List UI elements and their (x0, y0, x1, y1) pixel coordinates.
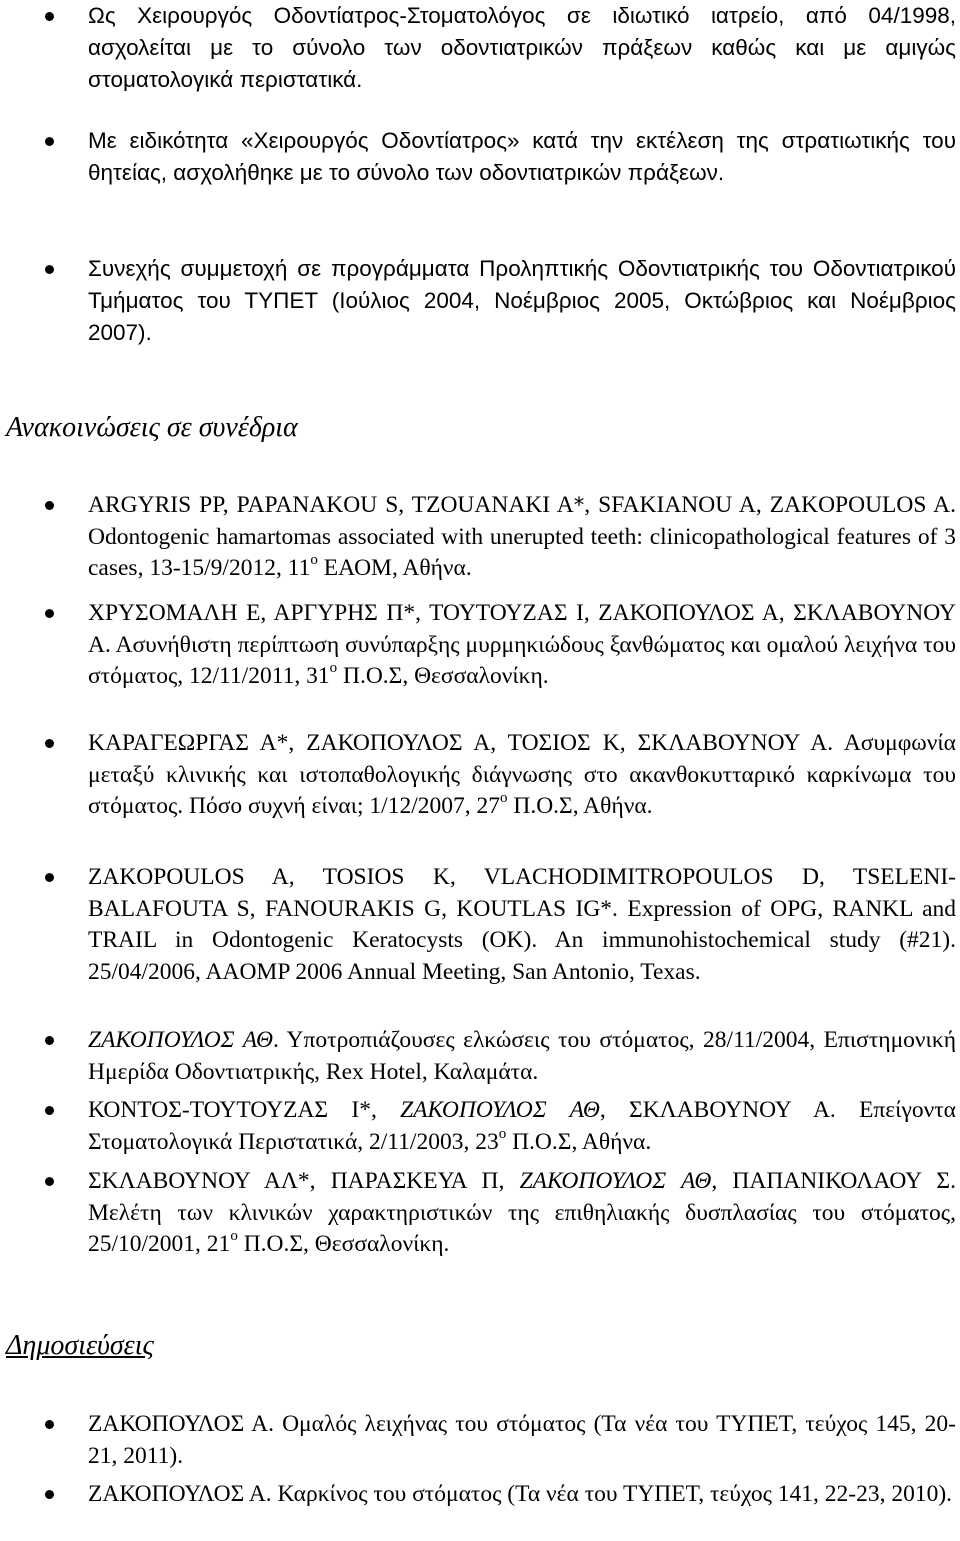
list-item (88, 728, 956, 823)
item-text: ARGYRIS PP, PAPANAKOU S, TZOUANAKI A (88, 492, 574, 518)
list-item (88, 490, 956, 585)
asterisk: * (573, 493, 585, 517)
item-text: , ΠΑΠΑΝΙΚΟΛΑΟΥ Σ. Μελέτη των κλινικών χαρακτηριστικών της επιθηλιακής δυσπλασίας του στόματος, 25/10/2001, 21 (88, 1168, 956, 1257)
item-text: Π.Ο.Σ, Αθήνα. (507, 793, 653, 819)
section-heading-publications: Δημοσιεύσεις (6, 1330, 154, 1361)
list-item: ZAKOPOULOS A, TOSIOS K, VLACHODIMITROPOULOS D, TSELENI-BALAFOUTA S, FANOURAKIS G, KOUTLAS IG*. Expression of OPG, RANKL and TRAIL in Odontogenic Keratocysts (OK). An immunohistochemical study (#21). 25/04/2006, AAOMP 2006 Annual Meeting, San Antonio, Texas. (88, 862, 956, 988)
item-text: , ΣΚΛΑΒΟΥΝΟΥ Α. Επείγοντα Στοματολογικά Περιστατικά, 2/11/2003, 23 (88, 1097, 956, 1155)
author-name: ΖΑΚΟΠΟΥΛΟΣ ΑΘ (519, 1168, 712, 1194)
list-item: Συνεχής συμμετοχή σε προγράμματα Προληπτικής Οδοντιατρικής του Οδοντιατρικού Τμήματος του ΤΥΠΕΤ (Ιούλιος 2004, Νοέμβριος 2005, Οκτώβριος και Νοέμβριος 2007). (88, 253, 956, 349)
ordinal: ο (310, 552, 318, 569)
item-text: , SFAKIANOU A, ZAKOPOULOS A. Odontogenic hamartomas associated with unerupted teeth: clinicopathological features of 3 cases, 13-15/9/2012, 11 (88, 492, 956, 581)
list-item (88, 1025, 956, 1088)
ordinal: ο (498, 1125, 507, 1142)
item-text: . Υποτροπιάζουσες ελκώσεις του στόματος, 28/11/2004, Επιστημονική Ημερίδα Οδοντιατρικής, Rex Hotel, Καλαμάτα. (88, 1027, 956, 1085)
item-text: ΣΚΛΑΒΟΥΝΟΥ ΑΛ*, ΠΑΡΑΣΚΕΥΑ Π, (88, 1168, 520, 1194)
list-item (88, 1166, 956, 1261)
item-text: ΕΑΟΜ, Αθήνα. (317, 555, 472, 581)
list-item (88, 598, 956, 693)
item-text: Π.Ο.Σ, Αθήνα. (506, 1128, 652, 1155)
author-name: ΖΑΚΟΠΟΥΛΟΣ ΑΘ (400, 1097, 600, 1123)
ordinal: ο (499, 790, 508, 807)
author-name: ΖΑΚΟΠΟΥΛΟΣ ΑΘ (88, 1027, 274, 1053)
list-item (88, 1095, 956, 1158)
list-item: Ως Χειρουργός Οδοντίατρος-Στοματολόγος σε ιδιωτικό ιατρείο, από 04/1998, ασχολείται με το σύνολο των οδοντιατρικών πράξεων καθώς και με αμιγώς στοματολογικά περιστατικά. (88, 0, 956, 96)
item-text: Π.Ο.Σ, Θεσσαλονίκη. (337, 663, 549, 689)
item-text: Π.Ο.Σ, Θεσσαλονίκη. (237, 1231, 450, 1257)
list-item: Με ειδικότητα «Χειρουργός Οδοντίατρος» κατά την εκτέλεση της στρατιωτικής του θητείας, ασχολήθηκε με το σύνολο των οδοντιατρικών πράξεων. (88, 125, 956, 189)
list-item: ΖΑΚΟΠΟΥΛΟΣ Α. Ομαλός λειχήνας του στόματος (Τα νέα του ΤΥΠΕΤ, τεύχος 145, 20-21, 2011). (88, 1409, 956, 1472)
list-item: ΖΑΚΟΠΟΥΛΟΣ Α. Καρκίνος του στόματος (Τα νέα του ΤΥΠΕΤ, τεύχος 141, 22-23, 2010). (88, 1479, 956, 1511)
ordinal: ο (230, 1228, 238, 1245)
item-text: ΚΟΝΤΟΣ-ΤΟΥΤΟΥΖΑΣ Ι*, (88, 1097, 401, 1123)
item-text: ΧΡΥΣΟΜΑΛΗ Ε, ΑΡΓΥΡΗΣ Π*, ΤΟΥΤΟΥΖΑΣ Ι, ΖΑΚΟΠΟΥΛΟΣ Α, ΣΚΛΑΒΟΥΝΟΥ Α. Ασυνήθιστη περίπτωση συνύπαρξης μυρμηκιώδους ξανθώματος και ομαλού λειχήνα του στόματος, 12/11/2011, 31 (88, 600, 956, 689)
ordinal: ο (329, 660, 338, 677)
item-text: ΚΑΡΑΓΕΩΡΓΑΣ Α*, ΖΑΚΟΠΟΥΛΟΣ Α, ΤΟΣΙΟΣ Κ, ΣΚΛΑΒΟΥΝΟΥ Α. Ασυμφωνία μεταξύ κλινικής και ιστοπαθολογικής διάγνωσης στο ακανθοκυτταρικό καρκίνωμα του στόματος. Πόσο συχνή είναι; 1/12/2007, 27 (88, 730, 956, 819)
section-heading-conferences: Ανακοινώσεις σε συνέδρια (6, 412, 298, 443)
